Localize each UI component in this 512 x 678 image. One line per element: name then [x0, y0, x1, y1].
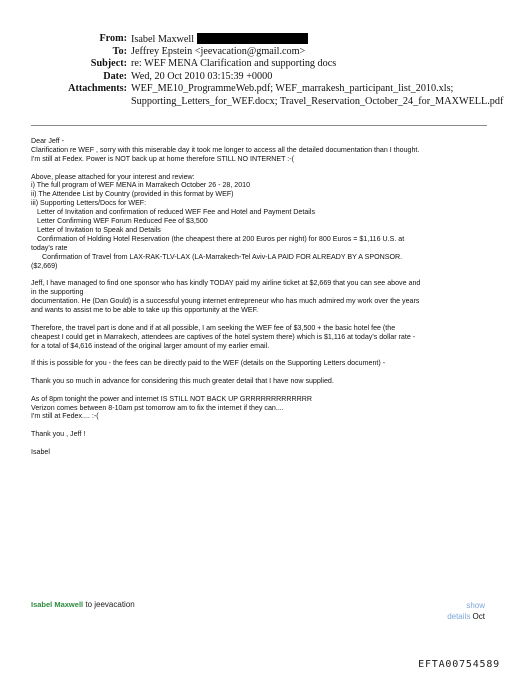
footer-recipient: to jeevacation [85, 600, 135, 609]
sub-list-item: Letter of Invitation and confirmation of reduced WEF Fee and Hotel and Payment Details [37, 208, 315, 217]
body-line: Clarification re WEF , sorry with this miserable day it took me longer to access all the detailed documentation than I thought. [31, 145, 420, 154]
date-value: Wed, 20 Oct 2010 03:15:39 +0000 [131, 70, 273, 82]
to-label: To: [112, 45, 127, 57]
body-line: cheapest I could get in Marrakech, attendees are captives of the hotel system there) which is $1,116 at today's dollar rate - [31, 332, 416, 341]
document-id: EFTA00754589 [418, 659, 500, 670]
sub-list-item-cont: today's rate [31, 243, 68, 252]
greeting: Dear Jeff - [31, 137, 64, 145]
to-value: Jeffrey Epstein <jeevacation@gmail.com> [131, 45, 306, 57]
body-line: Verizon comes between 8-10am pst tomorrow am to fix the internet if they can.... [31, 403, 284, 412]
sub-list-item: Letter Confirming WEF Forum Reduced Fee of $3,500 [37, 217, 208, 226]
list-item: i) The full program of WEF MENA in Marrakech October 26 - 28, 2010 [31, 181, 251, 190]
from-label: From: [99, 33, 127, 44]
body-line: As of 8pm tonight the power and internet IS STILL NOT BACK UP GRRRRRRRRRRRRR [31, 394, 312, 403]
from-name: Isabel Maxwell [131, 34, 195, 45]
sub-list-item: Letter of Invitation to Speak and Details [37, 225, 161, 234]
body-line: for a total of $4,616 instead of the original larger amount of my earlier email. [31, 341, 270, 350]
header-divider [31, 125, 487, 126]
date-label: Date: [103, 70, 127, 82]
body-line: I'm still at Fedex. Power is NOT back up at home therefore STILL NO INTERNET :-( [31, 154, 294, 163]
subject-value: re: WEF MENA Clarification and supporting docs [131, 58, 337, 70]
subject-label: Subject: [90, 58, 127, 70]
sub-list-item-cont: ($2,669) [31, 261, 58, 270]
from-row [0, 33, 512, 46]
subject-row [0, 58, 512, 71]
body-line: I'm still at Fedex.... :-( [31, 412, 99, 421]
footer-sender: Isabel Maxwell [31, 600, 84, 609]
body-line: in the supporting [31, 288, 84, 297]
email-header [0, 33, 512, 109]
signature: Isabel [31, 447, 50, 456]
email-body [31, 137, 483, 457]
details-link[interactable]: details [447, 612, 471, 621]
attachments-row [0, 83, 512, 96]
from-value [131, 33, 308, 47]
body-line: Jeff, I have managed to find one sponsor who has kindly TODAY paid my airline ticket at $2,669 that you can see above and [31, 279, 421, 288]
quoted-message-footer [31, 600, 485, 621]
sub-list-item: Confirmation of Holding Hotel Reservation (the cheapest there at 200 Euros per night) for 800 Euros = $1,116 U.S. at [37, 234, 405, 243]
date-row [0, 71, 512, 84]
sub-list-item: Confirmation of Travel from LAX-RAK-TLV-LAX (LA-Marrakech-Tel Aviv-LA PAID FOR ALREADY BY A SPONSOR. [42, 252, 403, 261]
body-line: Therefore, the travel part is done and if at all possible, I am seeking the WEF fee of $3,500 + the basic hotel fee (the [31, 323, 396, 332]
closing: Thank you , Jeff ! [31, 430, 86, 439]
list-item: iii) Supporting Letters/Docs for WEF: [31, 199, 147, 208]
to-row [0, 46, 512, 59]
footer-date: Oct [472, 612, 485, 621]
attachments-row-2 [0, 96, 512, 109]
body-line: If this is possible for you - the fees can be directly paid to the WEF (details on the Supporting Letters document) - [31, 359, 386, 368]
body-line: Thank you so much in advance for considering this much greater detail that I have now supplied. [31, 376, 334, 385]
attachments-line-2: Supporting_Letters_for_WEF.docx; Travel_Reservation_October_24_for_MAXWELL.pdf [131, 95, 504, 107]
body-line: documentation. He (Dan Gould) is a successful young internet entrepreneur who has much admired my work over the years [31, 297, 420, 306]
list-item: ii) The Attendee List by Country (provided in this format by WEF) [31, 190, 234, 199]
attachments-line-1: WEF_ME10_ProgrammeWeb.pdf; WEF_marrakesh_participant_list_2010.xls; [131, 83, 454, 95]
attachments-label: Attachments: [68, 83, 127, 95]
body-line: Above, please attached for your interest and review: [31, 172, 195, 181]
show-details-link[interactable]: show [466, 601, 485, 610]
body-line: and wants to assist me to be able to take up this opportunity at the WEF. [31, 306, 259, 314]
redaction-bar [197, 33, 308, 44]
footer-actions [447, 600, 485, 622]
